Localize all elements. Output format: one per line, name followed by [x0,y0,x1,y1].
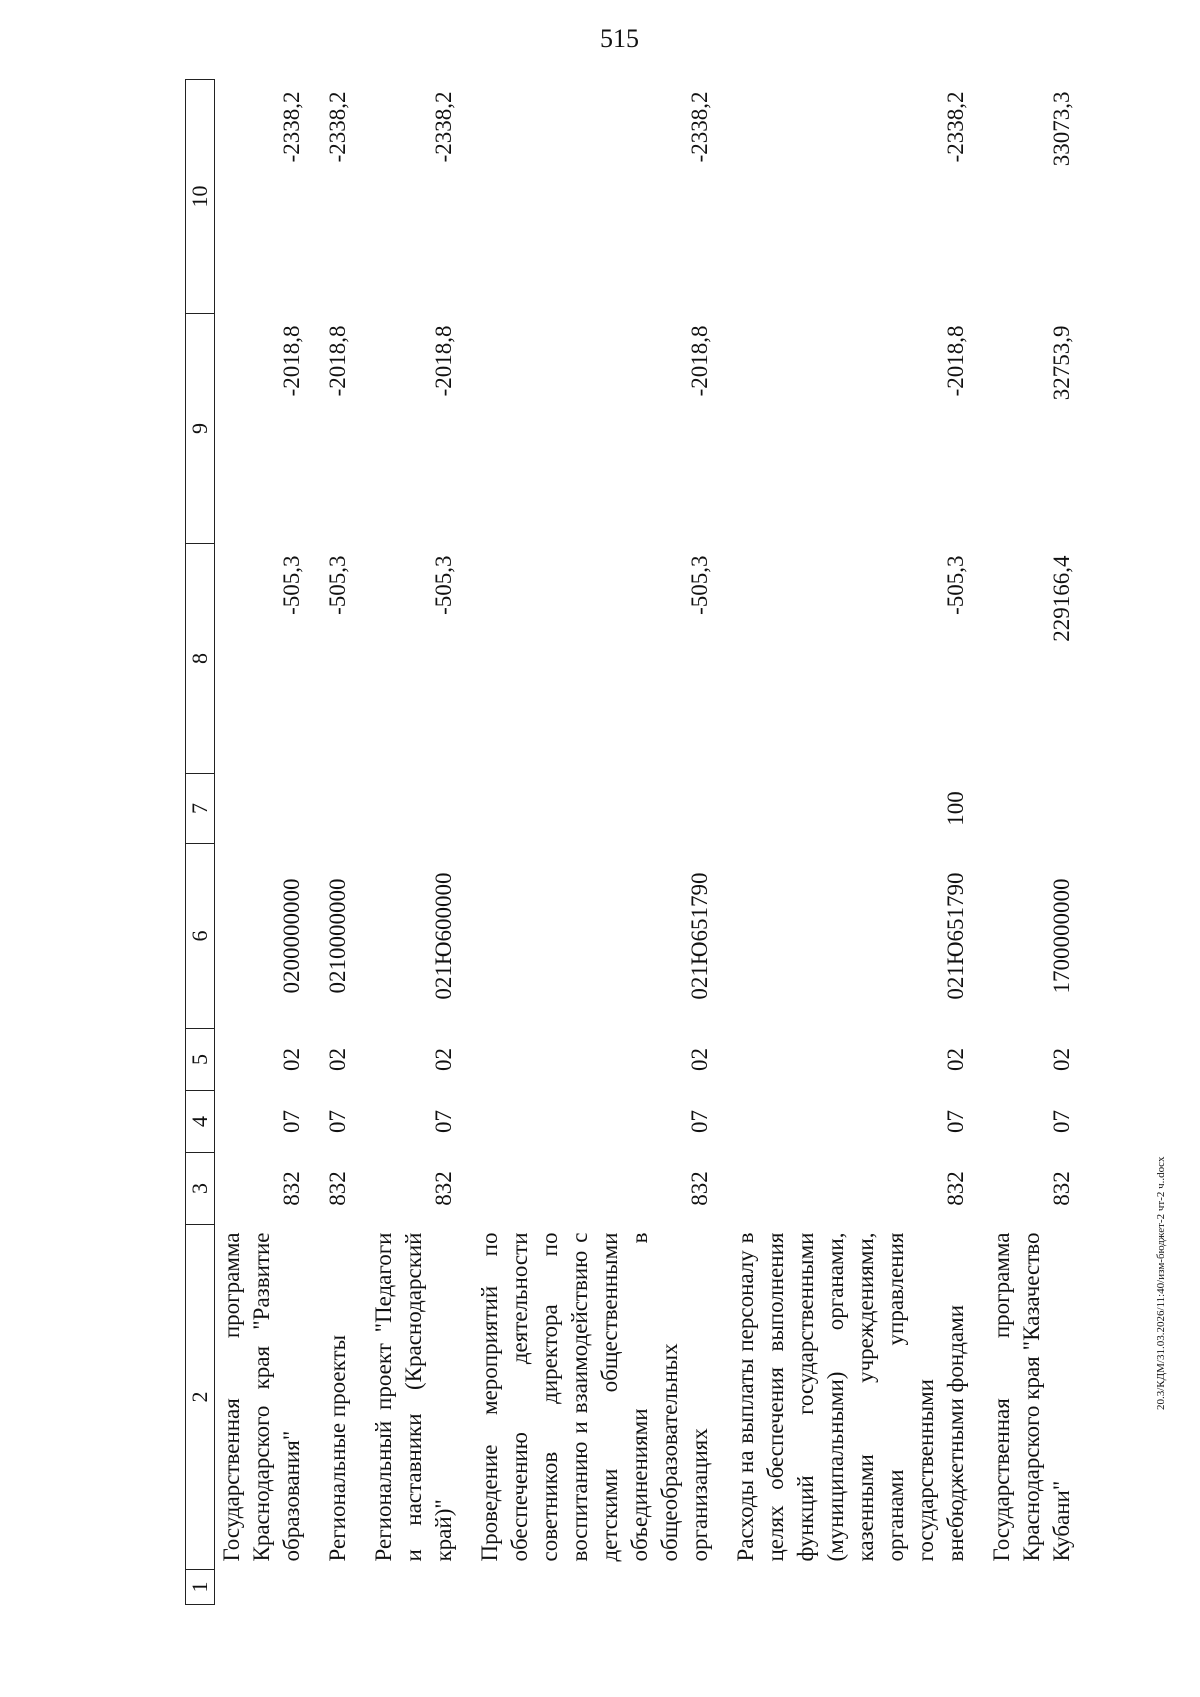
table-row [719,80,975,1605]
cell-section: 07 [431,1110,456,1133]
cell-target-code: 021Ю651790 [943,872,968,1000]
budget-table-rotated [185,79,1081,1605]
cell-name: Региональный проект "Педагоги и наставники (Краснодарский край)" [371,1232,456,1562]
header-cell: 9 [186,314,215,544]
cell-expense-type [215,774,312,844]
header-cell: 2 [186,1225,215,1570]
cell-subsection: 02 [279,1048,304,1071]
cell-name: Проведение мероприятий по обеспечению деятельности советников директора по воспитанию и взаимодействию с детскими общественными объединениями в общеобразовательных организациях [477,1232,712,1562]
cell-subsection: 02 [943,1048,968,1071]
header-cell: 5 [186,1029,215,1091]
cell-expense-type [463,774,719,844]
cell-col-1 [311,1570,357,1605]
cell-name: Региональные проекты [325,1334,350,1562]
header-cell: 4 [186,1091,215,1153]
table-row [357,80,463,1605]
cell-amount-10: -2338,2 [325,91,350,163]
cell-ved: 832 [325,1171,350,1206]
cell-col-1 [463,1570,719,1605]
cell-name: Государственная программа Краснодарского края "Развитие образования" [219,1232,304,1562]
cell-section: 07 [325,1110,350,1133]
document-footer-reference: 20.3/КДМ/31.03.2026/11:40/изм-бюджет-2 чт-2 ч..docx [1155,1156,1167,1410]
cell-ved: 832 [1049,1171,1074,1206]
cell-amount-10: 33073,3 [1049,91,1074,167]
cell-ved: 832 [431,1171,456,1206]
header-cell: 3 [186,1153,215,1225]
cell-amount-8: -505,3 [687,555,712,615]
cell-col-1 [975,1570,1081,1605]
cell-amount-8: -505,3 [431,555,456,615]
header-cell: 8 [186,544,215,774]
cell-expense-type [311,774,357,844]
cell-amount-8: 229166,4 [1049,555,1074,642]
cell-expense-type [975,774,1081,844]
header-cell: 7 [186,774,215,844]
cell-subsection: 02 [1049,1048,1074,1071]
cell-subsection: 02 [431,1048,456,1071]
cell-target-code: 0210000000 [325,878,350,994]
cell-col-1 [357,1570,463,1605]
cell-subsection: 02 [325,1048,350,1071]
table-row [975,80,1081,1605]
cell-amount-9: -2018,8 [279,325,304,397]
header-cell: 1 [186,1570,215,1605]
cell-col-1 [215,1570,312,1605]
cell-name: Расходы на выплаты персоналу в целях обеспечения выполнения функций государственными (муниципальными) органами, казенными учреждениями, органами управления государственными внебюджетными фондами [733,1232,968,1562]
cell-amount-10: -2338,2 [687,91,712,163]
page-number: 515 [600,24,639,53]
cell-ved: 832 [687,1171,712,1206]
table-row [463,80,719,1605]
cell-subsection: 02 [687,1048,712,1071]
cell-amount-9: -2018,8 [325,325,350,397]
header-cell: 6 [186,844,215,1029]
cell-ved: 832 [279,1171,304,1206]
cell-amount-8: -505,3 [325,555,350,615]
cell-section: 07 [279,1110,304,1133]
cell-amount-9: -2018,8 [943,325,968,397]
table-row [215,80,312,1605]
cell-target-code: 021Ю600000 [431,872,456,1000]
cell-section: 07 [687,1110,712,1133]
budget-table [185,79,1081,1605]
cell-amount-9: 32753,9 [1049,325,1074,401]
cell-amount-9: -2018,8 [687,325,712,397]
cell-target-code: 0200000000 [279,878,304,994]
cell-target-code: 021Ю651790 [687,872,712,1000]
cell-name: Государственная программа Краснодарского края "Казачество Кубани" [989,1232,1074,1562]
cell-ved: 832 [943,1171,968,1206]
cell-section: 07 [943,1110,968,1133]
cell-expense-type [357,774,463,844]
cell-amount-8: -505,3 [943,555,968,615]
header-cell: 10 [186,80,215,314]
cell-amount-8: -505,3 [279,555,304,615]
cell-expense-type: 100 [943,791,968,826]
cell-amount-10: -2338,2 [279,91,304,163]
table-row [311,80,357,1605]
cell-amount-10: -2338,2 [431,91,456,163]
header-row [186,80,215,1605]
cell-amount-10: -2338,2 [943,91,968,163]
cell-section: 07 [1049,1110,1074,1133]
cell-target-code: 1700000000 [1049,878,1074,994]
cell-col-1 [719,1570,975,1605]
cell-amount-9: -2018,8 [431,325,456,397]
